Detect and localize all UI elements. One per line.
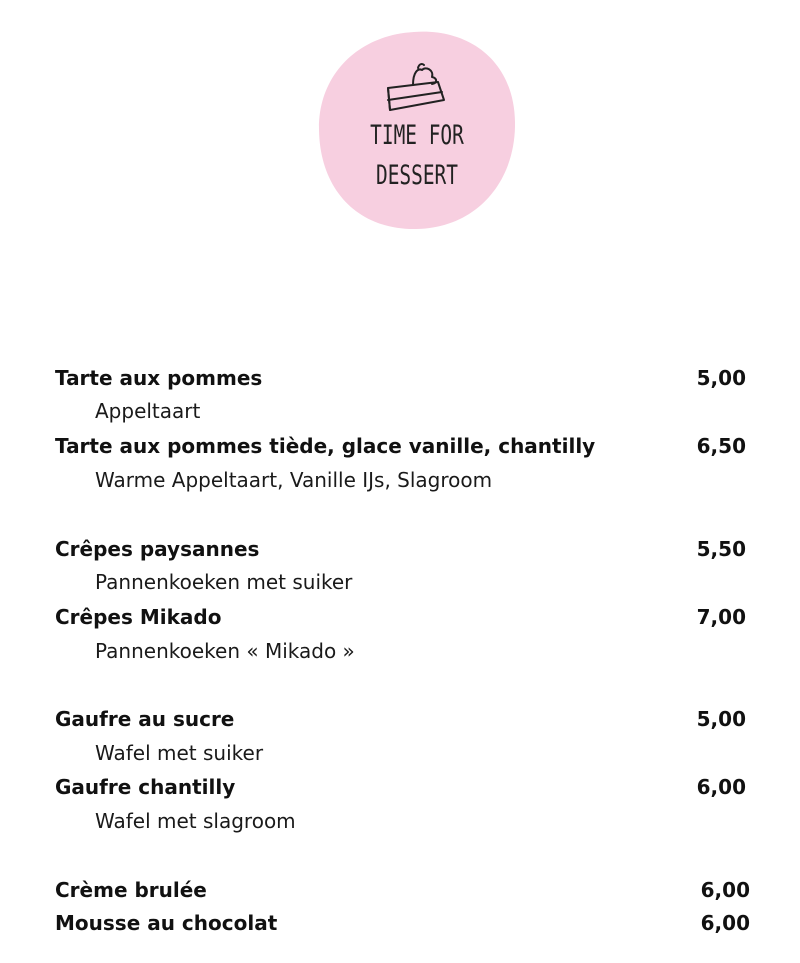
menu-item-translation: Appeltaart <box>95 399 201 423</box>
menu-item-translation: Pannenkoeken « Mikado » <box>95 639 355 663</box>
menu-item-name: Crêpes paysannes <box>55 537 260 561</box>
menu-item-translation: Wafel met slagroom <box>95 809 296 833</box>
menu-item-price: 5,00 <box>696 707 746 731</box>
menu-item-name: Crêpes Mikado <box>55 605 222 629</box>
menu-item-price: 6,00 <box>700 911 750 935</box>
menu-item-price: 6,00 <box>696 775 746 799</box>
menu-item-name: Gaufre chantilly <box>55 775 236 799</box>
menu-item-name: Tarte aux pommes tiède, glace vanille, chantilly <box>55 434 596 458</box>
menu-item-price: 6,00 <box>700 878 750 902</box>
menu-item-translation: Pannenkoeken met suiker <box>95 570 353 594</box>
menu-item-price: 7,00 <box>696 605 746 629</box>
logo <box>318 30 516 230</box>
logo-title-line2: DESSERT <box>376 160 458 191</box>
menu-item-name: Gaufre au sucre <box>55 707 235 731</box>
menu-item-price: 6,50 <box>696 434 746 458</box>
logo-title-line1: TIME FOR <box>370 120 464 151</box>
menu-item-translation: Warme Appeltaart, Vanille IJs, Slagroom <box>95 468 493 492</box>
menu-item-price: 5,50 <box>696 537 746 561</box>
menu-item-price: 5,00 <box>696 366 746 390</box>
menu-item-name: Tarte aux pommes <box>55 366 263 390</box>
menu-item-name: Crème brulée <box>55 878 207 902</box>
menu-item-name: Mousse au chocolat <box>55 911 278 935</box>
menu-item-translation: Wafel met suiker <box>95 741 264 765</box>
